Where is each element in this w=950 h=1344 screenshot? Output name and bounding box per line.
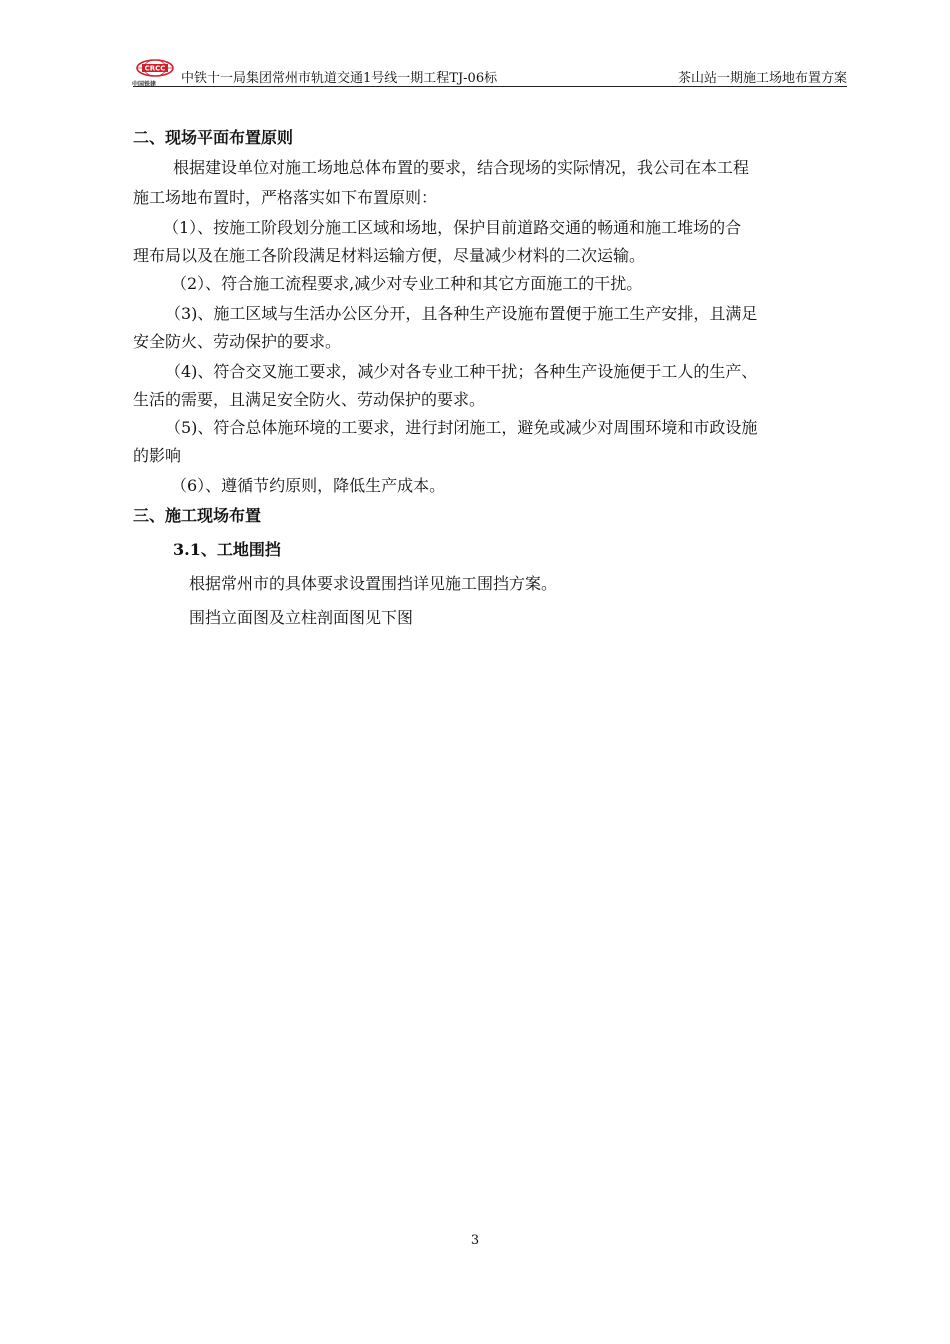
- item4-line1: （4)、符合交叉施工要求，减少对各专业工种干扰；各种生产设施便于工人的生产、: [165, 362, 758, 381]
- logo-mark-text: CRCC: [144, 64, 166, 73]
- crcc-logo-icon: [133, 58, 177, 80]
- logo-caption: 中国铁建: [132, 81, 157, 88]
- header-document-title: 茶山站一期施工场地布置方案: [677, 71, 847, 86]
- paragraph1-line2: 施工场地布置时，严格落实如下布置原则：: [133, 188, 438, 207]
- paragraph1-line1: 根据建设单位对施工场地总体布置的要求，结合现场的实际情况，我公司在本工程: [173, 158, 750, 177]
- section2-heading: 二、现场平面布置原则: [133, 128, 294, 147]
- company-logo: [133, 58, 177, 86]
- item2-line: （2）、符合施工流程要求,减少对专业工种和其它方面施工的干扰。: [171, 274, 643, 293]
- item6-line: （6）、遵循节约原则，降低生产成本。: [171, 476, 446, 495]
- header-project-title: 中铁十一局集团常州市轨道交通1号线一期工程TJ-06标: [181, 71, 498, 86]
- subsection31-line1: 根据常州市的具体要求设置围挡详见施工围挡方案。: [189, 574, 558, 593]
- section3-heading: 三、施工现场布置: [133, 506, 262, 525]
- subsection31-line2: 围挡立面图及立柱剖面图见下图: [189, 608, 414, 627]
- item3-line1: （3)、施工区域与生活办公区分开，且各种生产设施布置便于施工生产安排，且满足: [165, 304, 758, 323]
- item1-line1: （1）、按施工阶段划分施工区域和场地，保护目前道路交通的畅通和施工堆场的合: [163, 218, 742, 237]
- page-header: [133, 56, 847, 87]
- page-number: 3: [470, 1233, 480, 1248]
- item5-line1: （5)、符合总体施环境的工要求，进行封闭施工，避免或减少对周围环境和市政设施: [165, 418, 758, 437]
- item5-line2: 的影响: [133, 446, 182, 465]
- item1-line2: 理布局以及在施工各阶段满足材料运输方便，尽量减少材料的二次运输。: [133, 246, 646, 265]
- item3-line2: 安全防火、劳动保护的要求。: [133, 332, 342, 351]
- subsection31-heading: 3.1、工地围挡: [173, 540, 281, 559]
- item4-line2: 生活的需要，且满足安全防火、劳动保护的要求。: [133, 390, 486, 409]
